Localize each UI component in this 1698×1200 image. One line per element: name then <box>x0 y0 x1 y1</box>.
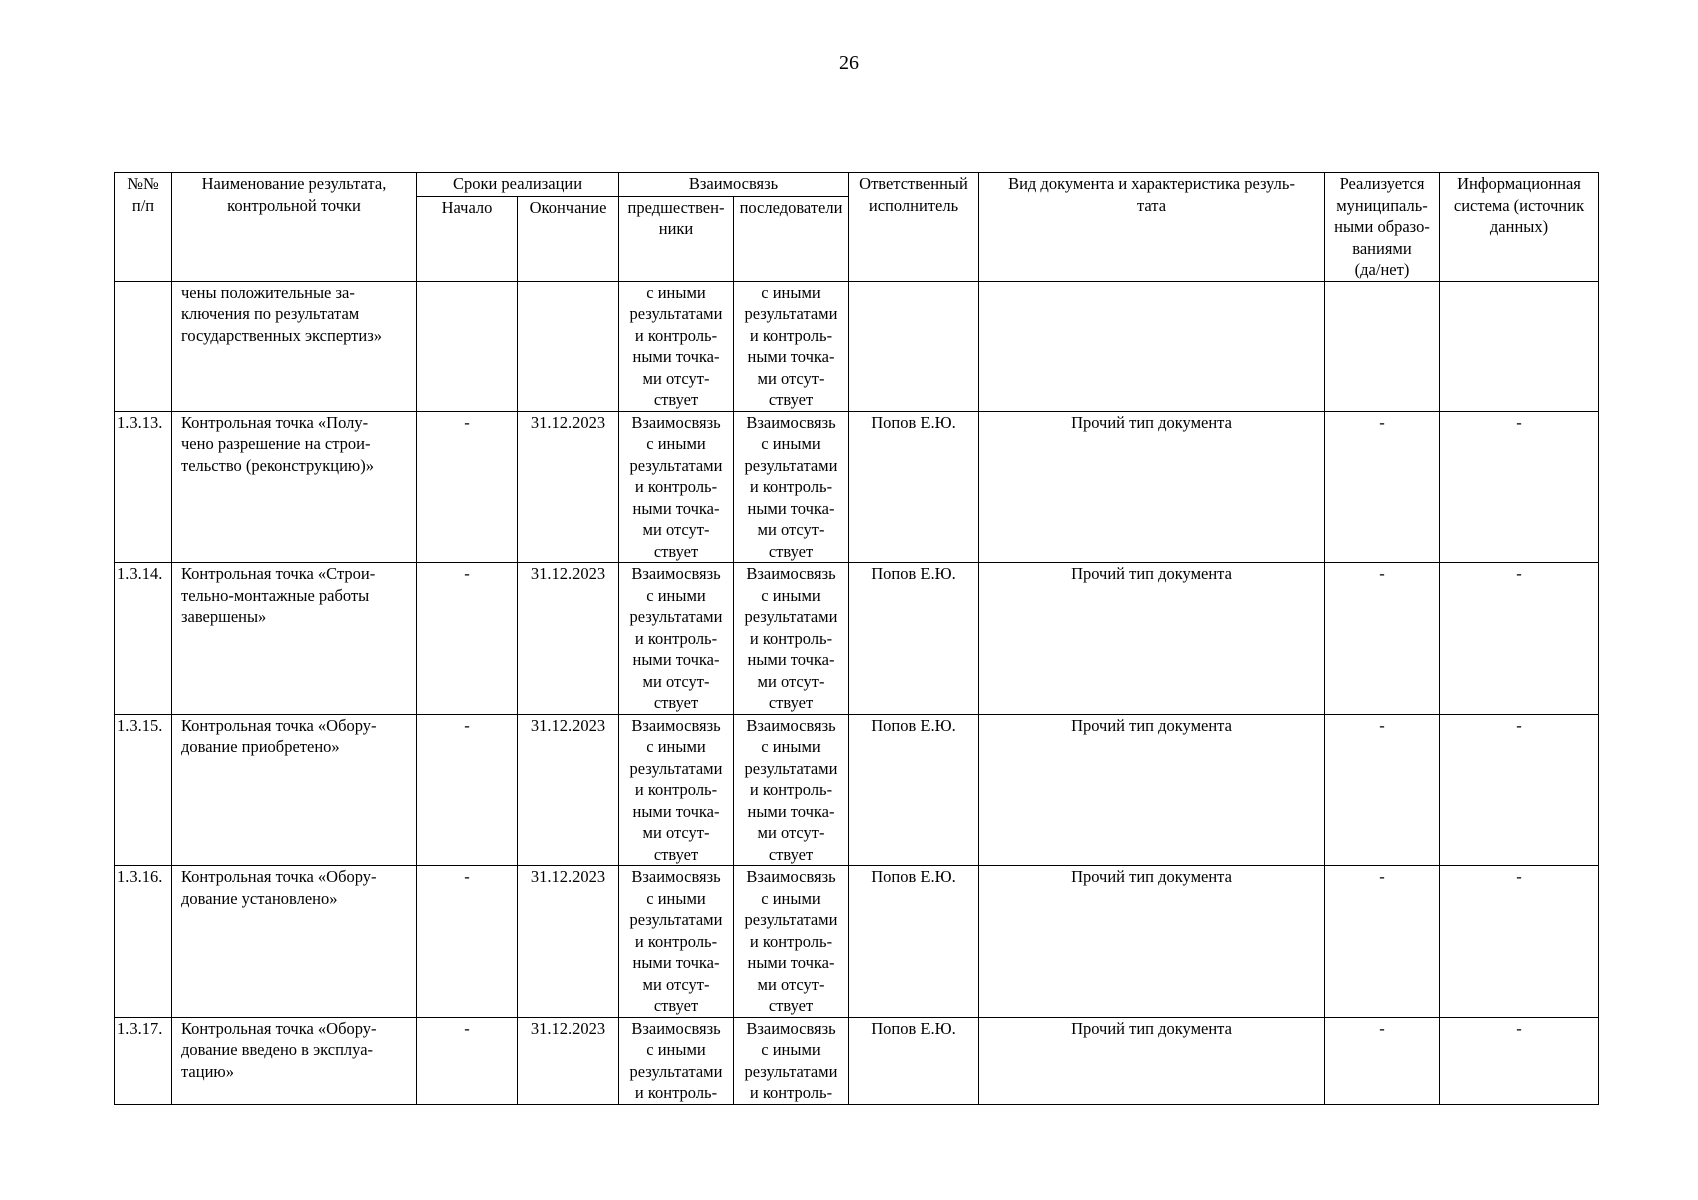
row-name: Контрольная точка «Обору- дование установлено» <box>172 866 417 1018</box>
row-responsible: Попов Е.Ю. <box>849 714 979 866</box>
row-municipal: - <box>1325 411 1440 563</box>
row-info-system: - <box>1440 1017 1599 1104</box>
row-municipal <box>1325 281 1440 411</box>
row-end <box>518 281 619 411</box>
row-end: 31.12.2023 <box>518 866 619 1018</box>
header-name: Наименование результата, контрольной точки <box>172 173 417 282</box>
row-name: Контрольная точка «Полу- чено разрешение на строи- тельство (реконструкцию)» <box>172 411 417 563</box>
row-successors: Взаимосвязь с иными результатами и контроль- ными точка- ми отсут- ствует <box>734 411 849 563</box>
row-end: 31.12.2023 <box>518 1017 619 1104</box>
row-doc-type: Прочий тип документа <box>979 563 1325 715</box>
header-end: Окончание <box>518 196 619 281</box>
header-responsible: Ответственный исполнитель <box>849 173 979 282</box>
row-successors: Взаимосвязь с иными результатами и контроль- ными точка- ми отсут- ствует <box>734 714 849 866</box>
row-successors: с иными результатами и контроль- ными точка- ми отсут- ствует <box>734 281 849 411</box>
row-start: - <box>417 411 518 563</box>
row-num: 1.3.17. <box>115 1017 172 1104</box>
row-responsible: Попов Е.Ю. <box>849 866 979 1018</box>
row-num: 1.3.14. <box>115 563 172 715</box>
row-predecessors: Взаимосвязь с иными результатами и контроль- ными точка- ми отсут- ствует <box>619 714 734 866</box>
row-doc-type: Прочий тип документа <box>979 411 1325 563</box>
header-municipal: Реализуется муниципаль- ными образо- ваниями (да/нет) <box>1325 173 1440 282</box>
row-successors: Взаимосвязь с иными результатами и контроль- ными точка- ми отсут- ствует <box>734 563 849 715</box>
row-info-system: - <box>1440 866 1599 1018</box>
row-doc-type: Прочий тип документа <box>979 866 1325 1018</box>
table-row <box>115 411 1599 563</box>
table-row <box>115 1017 1599 1104</box>
table-row <box>115 281 1599 411</box>
row-doc-type: Прочий тип документа <box>979 714 1325 866</box>
header-terms: Сроки реализации <box>417 173 619 197</box>
row-predecessors: Взаимосвязь с иными результатами и контроль- <box>619 1017 734 1104</box>
row-start <box>417 281 518 411</box>
row-name: Контрольная точка «Строи- тельно-монтажные работы завершены» <box>172 563 417 715</box>
header-doc-type: Вид документа и характеристика резуль- тата <box>979 173 1325 282</box>
header-start: Начало <box>417 196 518 281</box>
row-start: - <box>417 1017 518 1104</box>
row-successors: Взаимосвязь с иными результатами и контроль- ными точка- ми отсут- ствует <box>734 866 849 1018</box>
row-doc-type <box>979 281 1325 411</box>
table-row <box>115 563 1599 715</box>
header-num: №№ п/п <box>115 173 172 282</box>
row-start: - <box>417 563 518 715</box>
row-responsible <box>849 281 979 411</box>
header-successors: последователи <box>734 196 849 281</box>
row-predecessors: Взаимосвязь с иными результатами и контроль- ными точка- ми отсут- ствует <box>619 563 734 715</box>
header-relation: Взаимосвязь <box>619 173 849 197</box>
row-predecessors: с иными результатами и контроль- ными точка- ми отсут- ствует <box>619 281 734 411</box>
row-predecessors: Взаимосвязь с иными результатами и контроль- ными точка- ми отсут- ствует <box>619 866 734 1018</box>
row-end: 31.12.2023 <box>518 411 619 563</box>
row-num: 1.3.15. <box>115 714 172 866</box>
row-responsible: Попов Е.Ю. <box>849 1017 979 1104</box>
row-num: 1.3.13. <box>115 411 172 563</box>
row-name: Контрольная точка «Обору- дование введено в эксплуа- тацию» <box>172 1017 417 1104</box>
row-end: 31.12.2023 <box>518 714 619 866</box>
row-responsible: Попов Е.Ю. <box>849 563 979 715</box>
row-start: - <box>417 866 518 1018</box>
row-num: 1.3.16. <box>115 866 172 1018</box>
row-num <box>115 281 172 411</box>
row-info-system: - <box>1440 411 1599 563</box>
table-row <box>115 714 1599 866</box>
row-start: - <box>417 714 518 866</box>
row-successors: Взаимосвязь с иными результатами и контроль- <box>734 1017 849 1104</box>
row-end: 31.12.2023 <box>518 563 619 715</box>
row-info-system <box>1440 281 1599 411</box>
row-municipal: - <box>1325 866 1440 1018</box>
row-municipal: - <box>1325 563 1440 715</box>
page-number: 26 <box>839 52 859 74</box>
row-municipal: - <box>1325 1017 1440 1104</box>
implementation-plan-table <box>114 172 1599 1105</box>
header-info-system: Информационная система (источник данных) <box>1440 173 1599 282</box>
header-predecessors: предшествен- ники <box>619 196 734 281</box>
row-info-system: - <box>1440 563 1599 715</box>
row-info-system: - <box>1440 714 1599 866</box>
row-municipal: - <box>1325 714 1440 866</box>
table-row <box>115 866 1599 1018</box>
row-predecessors: Взаимосвязь с иными результатами и контроль- ными точка- ми отсут- ствует <box>619 411 734 563</box>
row-doc-type: Прочий тип документа <box>979 1017 1325 1104</box>
row-name: чены положительные за- ключения по результатам государственных экспертиз» <box>172 281 417 411</box>
row-responsible: Попов Е.Ю. <box>849 411 979 563</box>
row-name: Контрольная точка «Обору- дование приобретено» <box>172 714 417 866</box>
